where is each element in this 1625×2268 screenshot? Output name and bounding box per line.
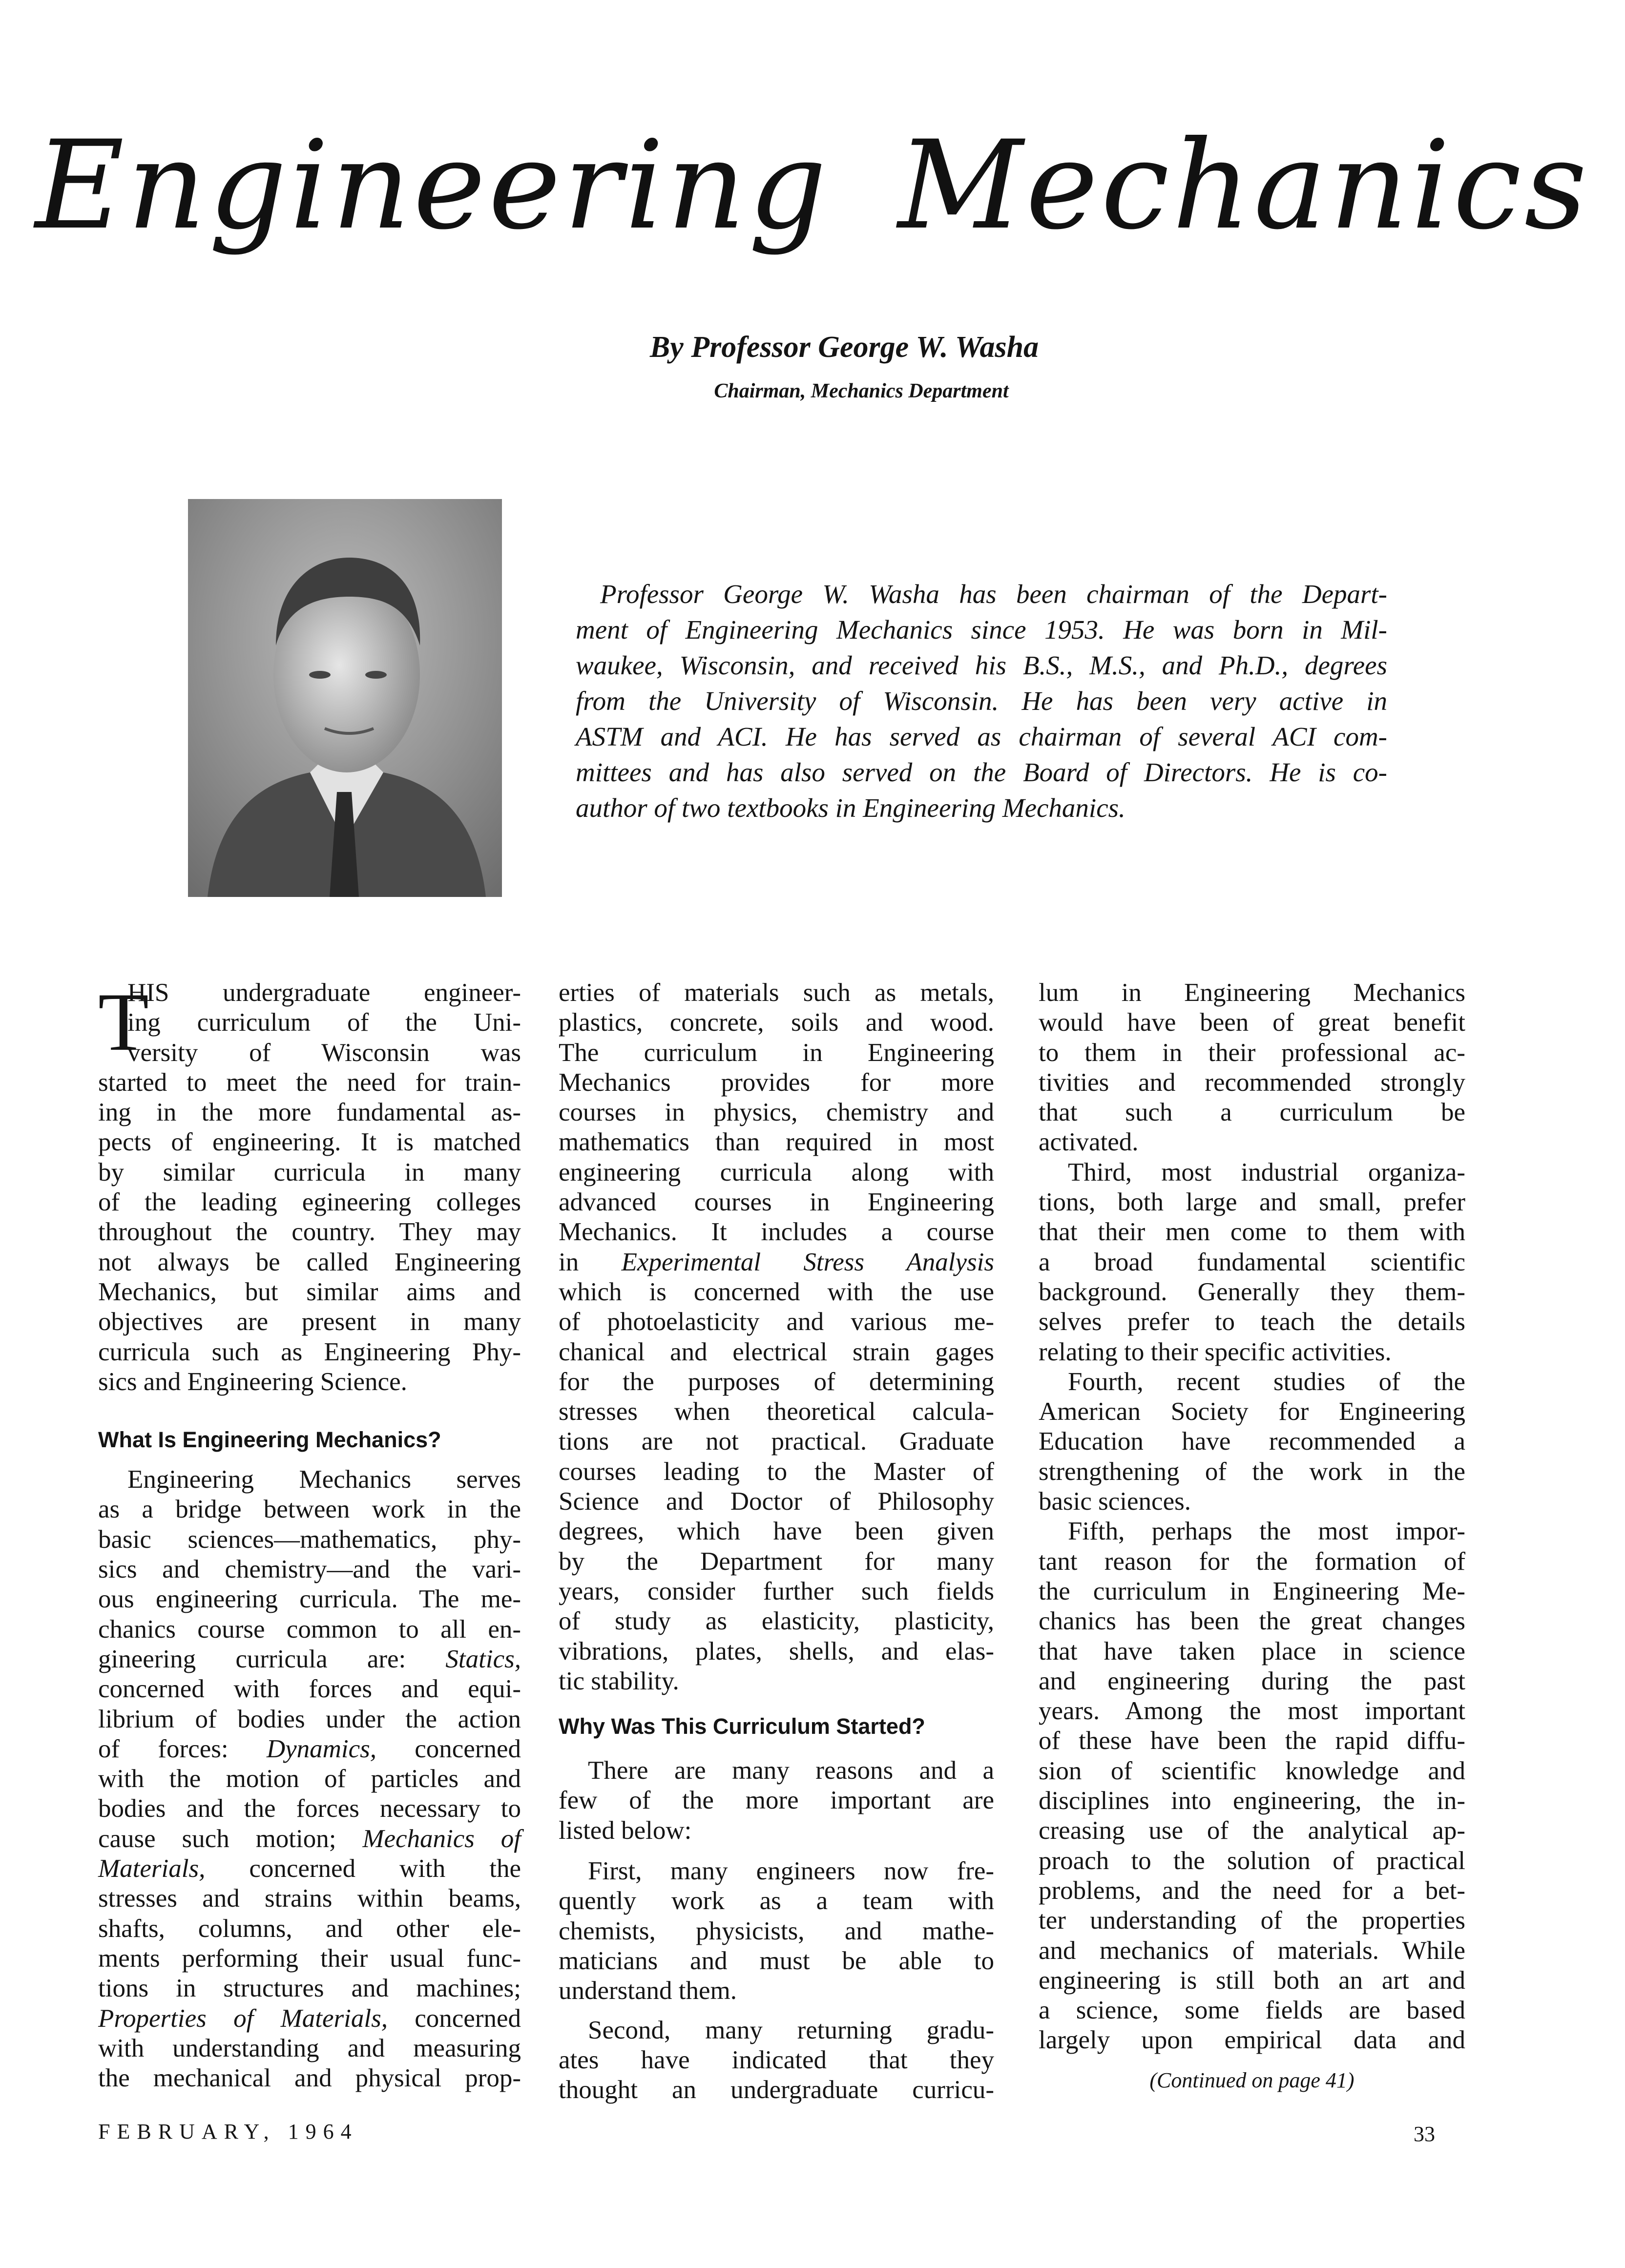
paragraph [559,2016,994,2105]
text-line [98,1854,521,1884]
text-line: mathematics than required in most [559,1128,994,1157]
text-line: with the motion of particles and [98,1765,521,1793]
text-line: curricula such as Engineering Phy- [98,1337,521,1366]
text-line: basic sciences. [1039,1487,1191,1516]
text-line: Engineering Mechanics serves [127,1465,521,1494]
text-line: First, many engineers now fre- [588,1857,994,1886]
text-line: basic sciences—mathematics, phy- [98,1525,521,1554]
paragraph [1039,1367,1465,1517]
text-line: Mechanics. It includes a course [559,1218,994,1247]
text-line: advanced courses in Engineering [559,1188,994,1217]
text-line [98,2004,521,2034]
text-line: courses in physics, chemistry and [559,1098,994,1127]
text-line: would have been of great benefit [1039,1008,1465,1037]
text-line: of study as elasticity, plasticity, [559,1607,994,1636]
text-line: a broad fundamental scientific [1039,1248,1465,1276]
text-line: lum in Engineering Mechanics [1039,978,1465,1007]
article-title [0,112,1625,259]
text-line: to them in their professional ac- [1039,1038,1465,1067]
byline: By Professor George W. Washa [649,331,1039,364]
text-line: quently work as a team with [559,1887,994,1915]
paragraph [1039,978,1465,1158]
text-line: ments performing their usual func- [98,1944,521,1973]
text-line: of the leading egineering colleges [98,1188,521,1217]
paragraph [1039,1517,1465,2055]
text-line: engineering curricula along with [559,1158,994,1186]
text-line: courses leading to the Master of [559,1457,994,1486]
text-line: problems, and the need for a bet- [1039,1876,1465,1905]
text-line: the curriculum in Engineering Me- [1039,1577,1465,1605]
text-line: with understanding and measuring [98,2034,521,2062]
text-line: versity of Wisconsin was [127,1038,521,1067]
text-line [559,1248,994,1277]
bio-line: ASTM and ACI. He has served as chairman of several ACI com- [576,722,1387,751]
text-line: creasing use of the analytical ap- [1039,1816,1465,1845]
author-bio [576,576,1387,826]
text-line: tions are not practical. Graduate [559,1427,994,1456]
text-line: There are many reasons and a [588,1756,994,1785]
text-segment: of forces: [98,1734,267,1763]
text-line: as a bridge between work in the [98,1495,521,1524]
text-line: that have taken place in science [1039,1637,1465,1665]
text-segment: concerned [376,1734,521,1763]
text-line: tic stability. [559,1666,679,1695]
text-line: sion of scientific knowledge and [1039,1756,1465,1785]
text-line: years, consider further such fields [559,1577,994,1605]
text-line: listed below: [559,1816,692,1845]
text-line: ing curriculum of the Uni- [127,1008,521,1037]
text-line: relating to their specific activities. [1039,1337,1392,1366]
text-line: tivities and recommended strongly [1039,1068,1465,1097]
text-line: Mechanics provides for more [559,1068,994,1097]
text-line: selves prefer to teach the details [1039,1308,1465,1336]
text-line: largely upon empirical data and [1039,2026,1465,2055]
paragraph [559,1756,994,1846]
bio-line: ment of Engineering Mechanics since 1953. He was born in Mil- [576,615,1387,645]
author-portrait-photo [188,499,502,897]
text-line: shafts, columns, and other ele- [98,1914,521,1943]
text-line: ing in the more fundamental as- [98,1098,521,1127]
italic-term: Materials, [98,1854,206,1883]
paragraph [1039,1158,1465,1367]
text-line: Fourth, recent studies of the [1068,1367,1465,1396]
text-line: concerned with forces and equi- [98,1675,521,1704]
italic-term: Dynamics, [266,1734,377,1763]
text-line: chanics course common to all en- [98,1615,521,1644]
text-line: Second, many returning gradu- [588,2016,994,2044]
text-line: by the Department for many [559,1547,994,1576]
text-line: throughout the country. They may [98,1218,521,1247]
paragraph [559,1856,994,2006]
column-1 [98,978,521,2093]
text-line [98,1734,521,1764]
text-line: disciplines into engineering, the in- [1039,1787,1465,1815]
text-line: tions, both large and small, prefer [1039,1188,1465,1217]
text-line [98,1824,521,1854]
text-line: erties of materials such as metals, [559,978,994,1007]
page-number: 33 [1414,2122,1435,2146]
text-segment: cause such motion; [98,1824,363,1853]
text-line: plastics, concrete, soils and wood. [559,1008,994,1037]
text-line: sics and Engineering Science. [98,1367,407,1396]
text-line: few of the more important are [559,1786,994,1815]
bio-line: waukee, Wisconsin, and received his B.S., M.S., and Ph.D., degrees [576,650,1387,680]
issue-date: FEBRUARY, 1964 [98,2120,358,2143]
text-line: by similar curricula in many [98,1158,521,1186]
bio-line: Professor George W. Washa has been chairman of the Depart- [600,579,1387,609]
italic-term: Statics, [445,1644,521,1673]
text-line: engineering is still both an art and [1039,1966,1465,1995]
text-line: ter understanding of the properties [1039,1906,1465,1935]
bio-line: author of two textbooks in Engineering Mechanics. [576,793,1125,823]
text-line: that such a curriculum be [1039,1098,1465,1127]
paragraph [98,1465,521,2093]
bio-line: mittees and has also served on the Board of Directors. He is co- [576,757,1387,787]
text-line: started to meet the need for train- [98,1068,521,1097]
title-word-2: Mechanics [897,114,1590,256]
text-line: tant reason for the formation of [1039,1547,1465,1576]
text-line: chemists, physicists, and mathe- [559,1916,994,1945]
paragraph [98,978,521,1397]
text-line: the mechanical and physical prop- [98,2064,521,2093]
text-line: objectives are present in many [98,1308,521,1336]
italic-term: Experimental Stress Analysis [621,1248,994,1276]
text-line: of photoelasticity and various me- [559,1308,994,1336]
text-line: stresses and strains within beams, [98,1884,521,1913]
text-line: bodies and the forces necessary to [98,1794,521,1823]
text-line: Education have recommended a [1039,1427,1465,1456]
text-line: which is concerned with the use [559,1277,994,1306]
text-line: not always be called Engineering [98,1248,521,1276]
text-line: thought an undergraduate curricu- [559,2076,994,2104]
column-2 [559,978,994,2105]
text-segment: in [559,1248,622,1276]
text-line [98,1644,521,1674]
text-line: understand them. [559,1977,737,2005]
text-line: sics and chemistry—and the vari- [98,1555,521,1584]
text-line: and mechanics of materials. While [1039,1936,1465,1965]
text-line: years. Among the most important [1039,1697,1465,1726]
italic-term: Mechanics of [362,1824,521,1853]
text-line: Science and Doctor of Philosophy [559,1487,994,1516]
text-line: Third, most industrial organiza- [1068,1158,1465,1186]
text-line: proach to the solution of practical [1039,1846,1465,1875]
text-line: chanical and electrical strain gages [559,1337,994,1366]
text-line: of these have been the rapid diffu- [1039,1727,1465,1755]
paragraph [559,978,994,1696]
text-line: tions in structures and machines; [98,1974,521,2003]
text-line: chanics has been the great changes [1039,1607,1465,1636]
text-line: strengthening of the work in the [1039,1457,1465,1486]
column-3 [1039,978,1465,2095]
text-segment: concerned with the [205,1854,521,1883]
text-line: maticians and must be able to [559,1946,994,1975]
continued-note: (Continued on page 41) [1149,2068,1354,2092]
text-line: American Society for Engineering [1039,1397,1465,1426]
text-line: and engineering during the past [1039,1666,1465,1695]
text-line: that their men come to them with [1039,1218,1465,1247]
bio-line: from the University of Wisconsin. He has been very active in [576,686,1387,716]
text-line: vibrations, plates, shells, and elas- [559,1637,994,1665]
text-line: pects of engineering. It is matched [98,1128,521,1157]
text-line: a science, some fields are based [1039,1996,1465,2025]
text-line: The curriculum in Engineering [559,1038,994,1067]
section-heading: What Is Engineering Mechanics? [98,1427,441,1453]
text-line: ates have indicated that they [559,2045,994,2074]
text-segment: gineering curricula are: [98,1644,446,1673]
text-line: HIS undergraduate engineer- [127,978,521,1007]
text-line: Fifth, perhaps the most impor- [1068,1517,1465,1546]
text-line: stresses when theoretical calcula- [559,1397,994,1426]
section-heading: Why Was This Curriculum Started? [559,1714,925,1739]
text-line: degrees, which have been given [559,1517,994,1546]
italic-term: Properties of Materials, [98,2004,388,2033]
author-affiliation: Chairman, Mechanics Department [714,380,1009,402]
text-line: Mechanics, but similar aims and [98,1277,521,1306]
text-line: for the purposes of determining [559,1367,994,1396]
title-word-1: Engineering [35,114,830,256]
text-line: activated. [1039,1128,1139,1157]
drop-cap: T [98,976,149,1068]
text-line: ous engineering curricula. The me- [98,1585,521,1614]
text-line: librium of bodies under the action [98,1705,521,1733]
text-line: background. Generally they them- [1039,1277,1465,1306]
text-segment: concerned [387,2004,521,2033]
